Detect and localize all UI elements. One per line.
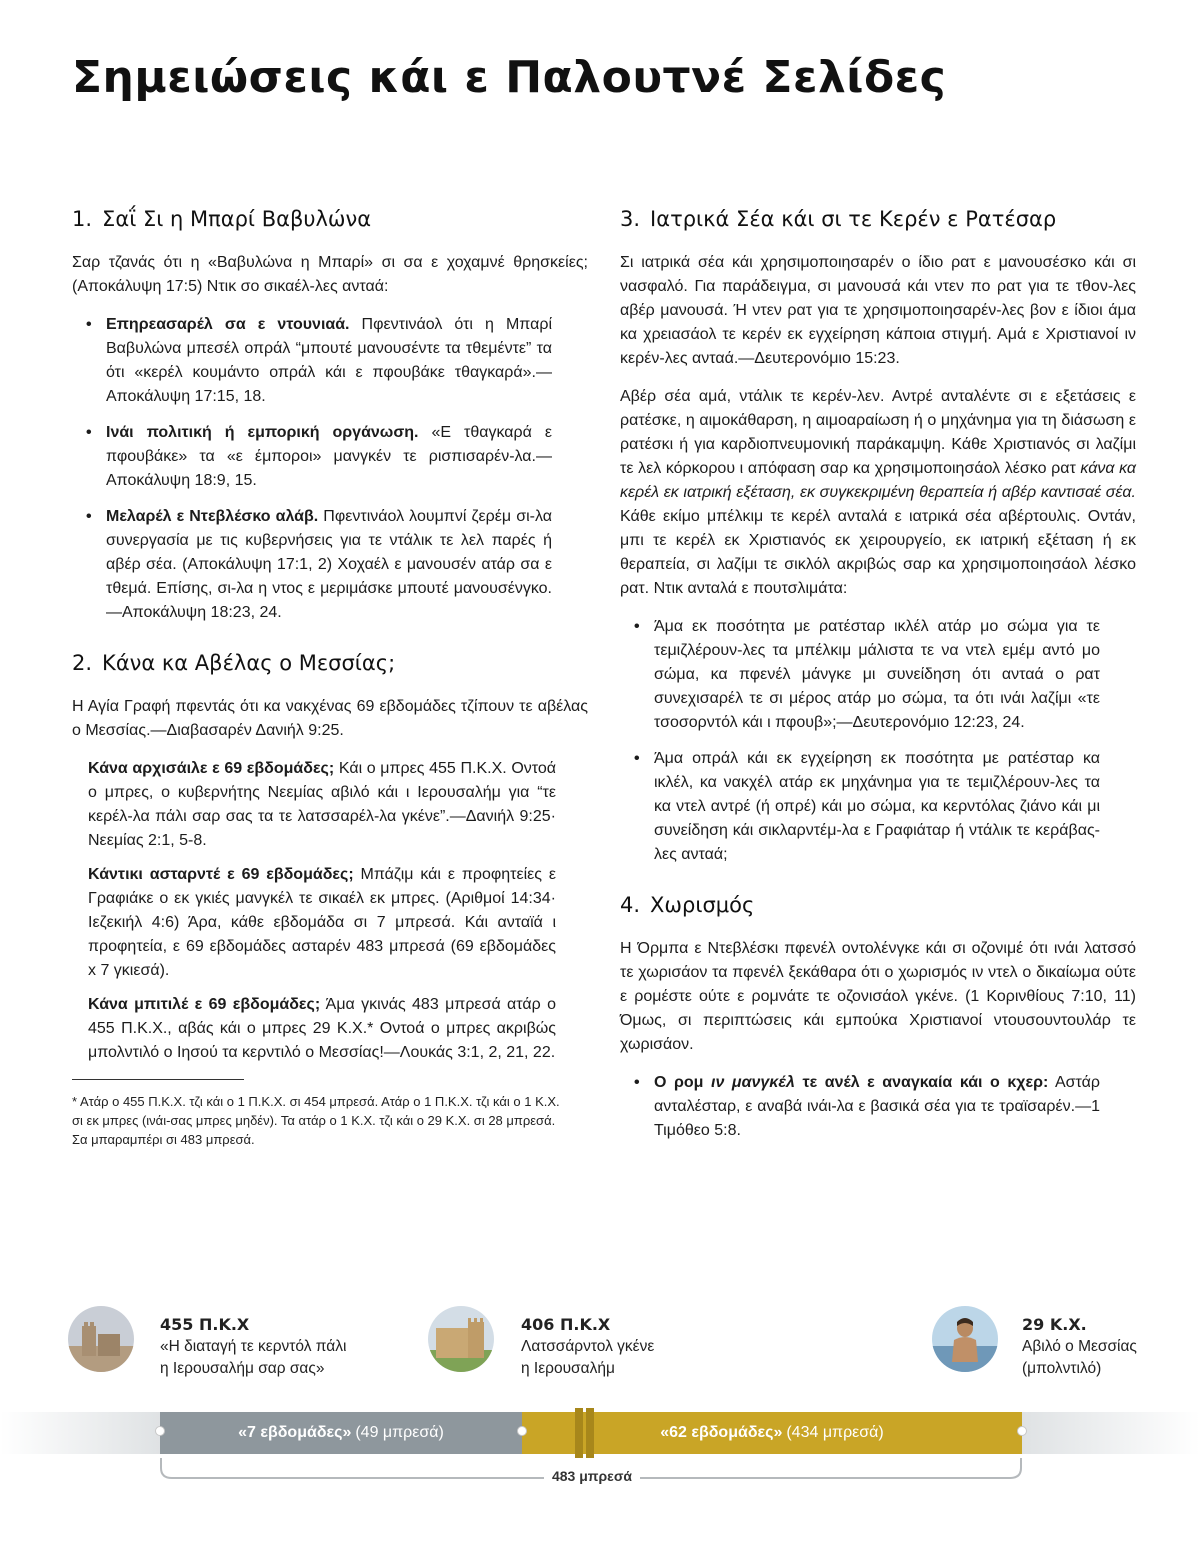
band-label-bold: «7 εβδομάδες» [238,1424,352,1441]
timeline [0,1300,1200,1484]
tick-455 [155,1426,165,1436]
bullet-bold-text: τε ανέλ ε αναγκαία κάι ο κχερ: [794,1074,1049,1091]
timeline-fade-left [0,1412,160,1454]
footnote: * Ατάρ ο 455 Π.Κ.Χ. τζι κάι ο 1 Π.Κ.Χ. σι 454 μπρεσά. Ατάρ ο 1 Π.Κ.Χ. τζι κάι ο 1 Κ.Χ. σι εκ μπρες (ινάι-σας μπρες μηδέν). Τα ατάρ ο 1 Κ.Χ. τζι κάι ο 29 Κ.Χ. σι 28 μπρεσά. Σα μπαραμπέρι σι 483 μπρεσά. [72,1094,560,1147]
total-span-label [0,1468,1200,1486]
ruined-walls-picture [68,1306,134,1372]
band-label: (434 μπρεσά) [786,1424,884,1441]
section-1-heading [72,205,588,233]
bullet-bold [654,1074,1048,1091]
section-title: Χωρισμός [650,893,755,917]
baptism-picture [932,1306,998,1372]
bullet-icon: • [86,316,92,333]
band-label-bold: «62 εβδομάδες» [660,1424,783,1441]
left-column [72,205,588,1149]
bullet-bold-italic: ιν μανγκέλ [711,1074,795,1091]
section-2-heading [72,649,588,677]
item-text: Άμα γκινάς 483 μπρεσά ατάρ ο 455 Π.Κ.Χ., αβάς κάι ο μπρες 29 Κ.Χ.* Οντοά ο μπρες ακριβώς μπολντιλό ο Ιησού τα κερντιλό ο Μεσσίας!—Λουκάς 3:1, 2, 21, 22. [88,996,556,1061]
bullet-icon: • [634,1074,640,1091]
item-bold: Κάντικι ασταρντέ ε 69 εβδομάδες; [88,866,354,883]
paragraph-text: Κάθε εκίμο μπέλκιμ τε κερέλ ανταλά ε ιατρικά σέα αβέρτουλις. Οντάν, μπι τε κερέλ εκ Χριστιανός εκ χειρουργείο, εκ ιατρική εξέταση ή εκ θεραπεία, σι λαζίμι τε σικλόλ ακριβώς σαρ κα χρησιμοποιησάολ λέσκο ρατ. Ντικ ανταλά ε πουτσλιμάτα: [620,508,1136,597]
tick-406 [517,1426,527,1436]
section-title: Ιατρικά Σέα κάι σι τε Κερέν ε Ρατέσαρ [650,207,1057,231]
timeline-fade-right [1022,1412,1200,1454]
event-455-label [160,1314,346,1380]
bullet-text: Άμα εκ ποσότητα με ρατέσταρ ικλέλ ατάρ μο σώμα για τε τεμιζλέρουν-λες τα μπέλκιμ μάλιστα τε να ντελ εμέμ αντό μο σώμα, κα πφενέλ μάνγκε μι συνείδηση ότι ανταά ο ρατ συνεχισαρέλ τε σι μέρος ατάρ μο σώμα, τα ότι ινάι λαζίμι «τε τσοσορντόλ κάι ι πφουβ»;—Δευτερονόμιο 12:23, 24. [654,618,1100,731]
paragraph-text: Αβέρ σέα αμά, ντάλικ τε κερέν-λεν. Αντρέ ανταλέντε σι ε εξετάσεις ε ρατέσκε, η αιμοκάθαρση, η αιμοαραίωση ή ο μηχάνημα για τη διάσωση ε ρατέσκι ή για καρδιοπνευμονική παράκαμψη. Κάθε Χριστιανός σι λαζίμι τε λελ κόρκορου ι απόφαση σαρ κα χρησιμοποιησάολ λέσκο ρατ [620,388,1136,477]
item-text: Μπάζιμ κάι ε προφητείες ε Γραφιάκε ο εκ γκιές μανγκέλ τε σικαέλ εκ μπρες. (Αριθμοί 14:34· Ιεζεκιήλ 4:6) Άρα, κάθε εβδομάδα σι 7 μπρεσά. Κάι ανταϊά ι προφητεία, ε 69 εβδομάδες ασταρέν 483 μπρεσά (69 εβδομάδες x 7 γκιεσά). [88,866,557,979]
bullet-text: Αστάρ ανταλέσταρ, ε αναβά ινάι-λα ε βασικά σέα για τε τραϊσαρέν.—1 Τιμόθεο 5:8. [654,1074,1100,1139]
bullet-bold: Επηρεασαρέλ σα ε ντουνιαά. [106,316,350,333]
list-item [620,615,1136,735]
timeline-break-icon [570,1404,600,1462]
section-1-intro: Σαρ τζανάς ότι η «Βαβυλώνα η Μπαρί» σι σα ε χοχαμνέ θρησκείες; (Αποκάλυψη 17:5) Ντικ σο σικαέλ-λες ανταά: [72,254,588,295]
bullet-icon: • [86,424,92,441]
section-title: Κάνα κα Αβέλας ο Μεσσίας; [102,651,396,675]
list-item [88,757,556,853]
section-number: 4. [620,893,641,917]
event-text: (μπολντιλό) [1022,1360,1102,1377]
section-2-items [72,757,588,1065]
event-29-label [1022,1314,1137,1380]
footnote-divider [72,1079,244,1080]
bullet-bold: Μελαρέλ ε Ντεβλέσκο αλάβ. [106,508,319,525]
bullet-icon: • [86,508,92,525]
section-3-heading [620,205,1136,233]
section-4-heading [620,891,1136,919]
tick-29 [1017,1426,1027,1436]
page-title: Σημειώσεις κάι ε Παλουτνέ Σελίδες [72,52,947,103]
section-3-bullets [620,615,1136,867]
bullet-text: «Ε τθαγκαρά ε πφουβάκε» τα «ε έμποροι» μανγκέν τε ρισπισαρέν-λα.—Αποκάλυψη 18:9, 15. [106,424,552,489]
event-text: η Ιερουσαλήμ σαρ σας» [160,1360,325,1377]
section-2-intro: Η Αγία Γραφή πφεντάς ότι κα νακχένας 69 εβδομάδες τζίπουν τε αβέλας ο Μεσσίας.—Διαβασαρέν Δανιήλ 9:25. [72,698,588,739]
section-3-paragraph-2 [620,385,1136,601]
bullet-text: Άμα οπράλ κάι εκ εγχείρηση εκ ποσότητα με ρατέσταρ κα ικλέλ, κα νακχέλ ατάρ εκ μηχάνημα για τε τεμιζλέρουν-λες τα κα ντελ αντρέ (ή οπρέ) κάι μο σώμα, κα κερντόλας ζιάνο κάι μι συνείδηση κάι σικλαρντέμ-λα ε Γραφιάταρ ή ντάλικ τε κεράβας-λες ανταά; [654,750,1100,863]
section-4-paragraph: Η Όρμπα ε Ντεβλέσκι πφενέλ οντολένγκε κάι σι οζονιμέ ότι ινάι λατσσό τε χωρισάον τα πφενέλ ξεκάθαρα ότι ο χωρισμός ιν ντελ ο δικαίωμα ούτε ε ρομέστε ούτε ε ρομνάτε τε οζονισάολ γκένε. (1 Κορινθίους 7:10, 11) Όμως, σι περιπτώσεις κάι εμπούκα Χριστιανοί ντουσουντουλάρ τε χωρισάον. [620,940,1136,1053]
list-item [72,505,588,625]
section-number: 3. [620,207,641,231]
bullet-icon: • [634,618,640,635]
list-item [72,313,588,409]
event-text: η Ιερουσαλήμ [521,1360,615,1377]
event-text: Λατσσάρντολ γκένε [521,1338,655,1355]
event-year: 455 Π.Κ.Χ [160,1315,250,1334]
bullet-text: Πφεντινάολ λουμπνί ζερέμ σι-λα συνεργασία με τις κυβερνήσεις για τε ντάλικ τε λελ παρές ή αβέρ σέα. (Αποκάλυψη 17:1, 2) Χοχαέλ ε μανουσέν ατάρ σα ε τθεμά. Επίσης, σι-λα η ντος ε μεριμάσκε μπουτέ μανουσένγκο.—Αποκάλυψη 18:23, 24. [106,508,552,621]
seven-weeks-band [160,1412,522,1454]
item-text: Κάι ο μπρες 455 Π.Κ.Χ. Οντοά ο μπρες, ο κυβερνήτης Νεεμίας αβιλό κάι ι Ιερουσαλήμ για “τε κερέλ-λα πάλι σαρ σας τα τε λατσσαρέλ-λα γκένε”.—Δανιήλ 9:25· Νεεμίας 2:1, 5-8. [88,760,556,849]
event-year: 406 Π.Κ.Χ [521,1315,611,1334]
list-item [72,421,588,493]
item-bold: Κάνα αρχισάιλε ε 69 εβδομάδες; [88,760,335,777]
bullet-bold-text: Ο ρομ [654,1074,712,1091]
section-title: Σαΐ Σι η Μπαρί Βαβυλώνα [102,207,372,231]
section-1-bullets [72,313,588,625]
rebuilt-city-picture [428,1306,494,1372]
list-item [88,993,556,1065]
section-4-bullets [620,1071,1136,1143]
list-item [620,1071,1136,1143]
event-text: Αβιλό ο Μεσσίας [1022,1338,1137,1355]
list-item [88,863,556,983]
event-text: «Η διαταγή τε κερντόλ πάλι [160,1338,347,1355]
list-item [620,747,1136,867]
section-3-paragraph-1: Σι ιατρικά σέα κάι χρησιμοποιησαρέν ο ίδιο ρατ ε μανουσέσκο κάι σι νασφαλό. Για παράδειγμα, σι μανουσά κάι ντεν πο ρατ για τε τθον-λες αβέρ μανουσά. Ή ντεν ρατ για τε χρησιμοποιησαρέν-λες βον ε ίδιοι άμα κα χρειασάολ τε κερέν εκ εγχείρηση κάποια στιγμή. Αμά ε Χριστιανοί ιν κερέν-λες ανταά.—Δευτερονόμιο 15:23. [620,254,1136,367]
right-column [620,205,1136,1157]
band-label: (49 μπρεσά) [355,1424,444,1441]
section-number: 2. [72,651,93,675]
bullet-bold: Ινάι πολιτική ή εμπορική οργάνωση. [106,424,419,441]
event-406-label [521,1314,654,1380]
total-years: 483 μπρεσά [544,1468,640,1484]
section-number: 1. [72,207,93,231]
bullet-text: Πφεντινάολ ότι η Μπαρί Βαβυλώνα μπεσέλ οπράλ “μπουτέ μανουσέντε τα τθεμέντε” τα ότι «κερέλ κουμάντο οπράλ κάι ε πφουβάκε τθαγκαρά».—Αποκάλυψη 17:15, 18. [106,316,552,405]
bullet-icon: • [634,750,640,767]
event-year: 29 Κ.Χ. [1022,1315,1087,1334]
paragraph-italic: κάνα κα κερέλ εκ ιατρική εξέταση, εκ συγκεκριμένη θεραπεία ή αβέρ καντισαέ σέα. [620,460,1137,501]
item-bold: Κάνα μπιτιλέ ε 69 εβδομάδες; [88,996,321,1013]
